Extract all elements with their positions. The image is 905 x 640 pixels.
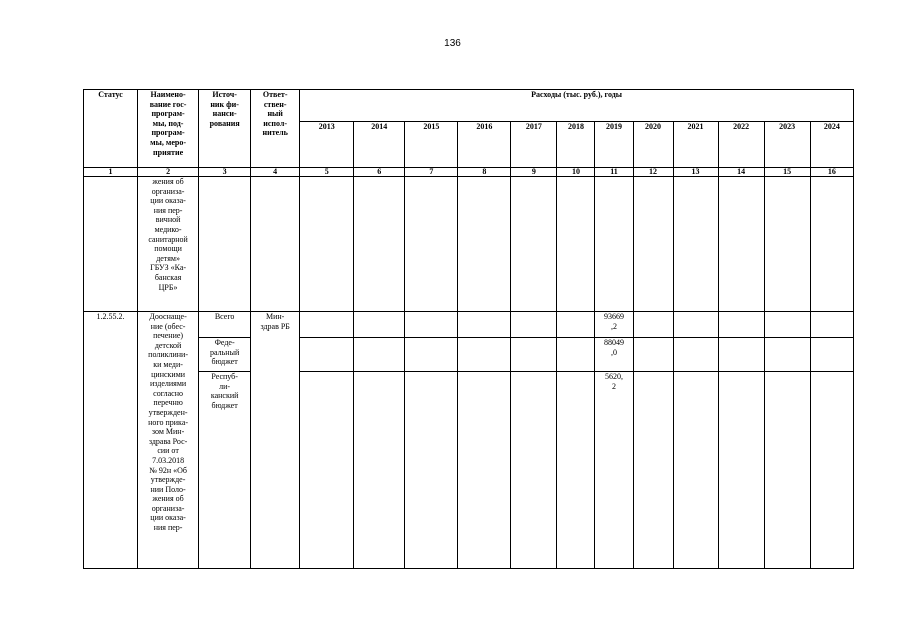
column-number: 7 <box>405 168 458 177</box>
column-number: 9 <box>511 168 557 177</box>
year-header: 2021 <box>673 122 718 168</box>
source-cell: Всего <box>199 312 251 338</box>
cell <box>764 372 810 569</box>
cell <box>718 372 764 569</box>
table-row <box>84 372 854 569</box>
value-2019: 93669 ,2 <box>595 312 633 338</box>
year-header: 2017 <box>511 122 557 168</box>
column-number: 2 <box>138 168 199 177</box>
cell <box>718 177 764 312</box>
item-executor: Мин- здрав РБ <box>251 312 300 569</box>
cell <box>300 312 354 338</box>
cell <box>633 338 673 372</box>
cell <box>595 177 633 312</box>
expenses-table <box>83 89 854 569</box>
cell <box>810 338 853 372</box>
column-number: 14 <box>718 168 764 177</box>
year-header: 2018 <box>557 122 595 168</box>
cell <box>633 312 673 338</box>
cell <box>764 177 810 312</box>
year-header: 2014 <box>354 122 405 168</box>
source-cell: Респуб- ли- канский бюджет <box>199 372 251 569</box>
cell <box>764 312 810 338</box>
cell <box>810 312 853 338</box>
column-number: 12 <box>633 168 673 177</box>
column-number: 3 <box>199 168 251 177</box>
column-number: 1 <box>84 168 138 177</box>
column-number: 8 <box>458 168 511 177</box>
cell <box>718 338 764 372</box>
table-row <box>84 338 854 372</box>
cell <box>511 312 557 338</box>
cell <box>199 177 251 312</box>
header-executor: Ответ- ствен- ный испол- нитель <box>251 90 300 168</box>
header-source: Источ- ник фи- нанси- рования <box>199 90 251 168</box>
cell <box>673 177 718 312</box>
value-2019: 88049 ,0 <box>595 338 633 372</box>
source-cell: Феде- ральный бюджет <box>199 338 251 372</box>
cell <box>718 312 764 338</box>
column-number: 4 <box>251 168 300 177</box>
cell <box>633 177 673 312</box>
cell <box>300 177 354 312</box>
header-name: Наимено- вание гос- програм- мы, под- програм- мы, меро- приятие <box>138 90 199 168</box>
year-header: 2022 <box>718 122 764 168</box>
cell <box>557 312 595 338</box>
cell <box>405 312 458 338</box>
cell <box>511 177 557 312</box>
cell <box>764 338 810 372</box>
header-status: Статус <box>84 90 138 168</box>
cell <box>458 372 511 569</box>
cell <box>633 372 673 569</box>
cell <box>251 177 300 312</box>
column-number: 10 <box>557 168 595 177</box>
header-expenses: Расходы (тыс. руб.), годы <box>300 90 854 122</box>
year-header: 2013 <box>300 122 354 168</box>
year-header: 2019 <box>595 122 633 168</box>
cell <box>810 177 853 312</box>
cell <box>673 338 718 372</box>
cell <box>354 312 405 338</box>
cell <box>458 338 511 372</box>
cell <box>810 372 853 569</box>
year-header: 2023 <box>764 122 810 168</box>
cell <box>458 177 511 312</box>
cell <box>405 177 458 312</box>
cont-name-cell: жения об организа- ции оказа- ния пер- вичной медико- санитарной помощи детям» ГБУЗ «Ка- банская ЦРБ» <box>138 177 199 312</box>
cell <box>511 372 557 569</box>
cell <box>405 372 458 569</box>
cell <box>458 312 511 338</box>
column-number: 11 <box>595 168 633 177</box>
cell <box>557 338 595 372</box>
year-header: 2016 <box>458 122 511 168</box>
page-number: 136 <box>444 38 461 49</box>
cell <box>354 338 405 372</box>
column-number: 16 <box>810 168 853 177</box>
cell <box>511 338 557 372</box>
column-number: 15 <box>764 168 810 177</box>
cell <box>354 372 405 569</box>
value-2019: 5620, 2 <box>595 372 633 569</box>
cell <box>673 372 718 569</box>
table-row <box>84 312 854 338</box>
cell <box>405 338 458 372</box>
item-status: 1.2.55.2. <box>84 312 138 569</box>
column-number: 6 <box>354 168 405 177</box>
cell <box>557 177 595 312</box>
cell <box>673 312 718 338</box>
year-header: 2020 <box>633 122 673 168</box>
column-number: 13 <box>673 168 718 177</box>
cell <box>557 372 595 569</box>
year-header: 2024 <box>810 122 853 168</box>
column-number: 5 <box>300 168 354 177</box>
cell <box>300 338 354 372</box>
year-header: 2015 <box>405 122 458 168</box>
cell <box>300 372 354 569</box>
table-row <box>84 177 854 312</box>
cell <box>354 177 405 312</box>
cell <box>84 177 138 312</box>
item-name: Дооснаще- ние (обес- печение) детской поликлини- ки меди- цинскими изделиями согласно перечню утвержден- ного прика- зом Мин- здрава Рос- сии от 7.03.2018 № 92н «Об утвержде- нии Поло- жения об организа- ции оказа- ния пер- <box>138 312 199 569</box>
